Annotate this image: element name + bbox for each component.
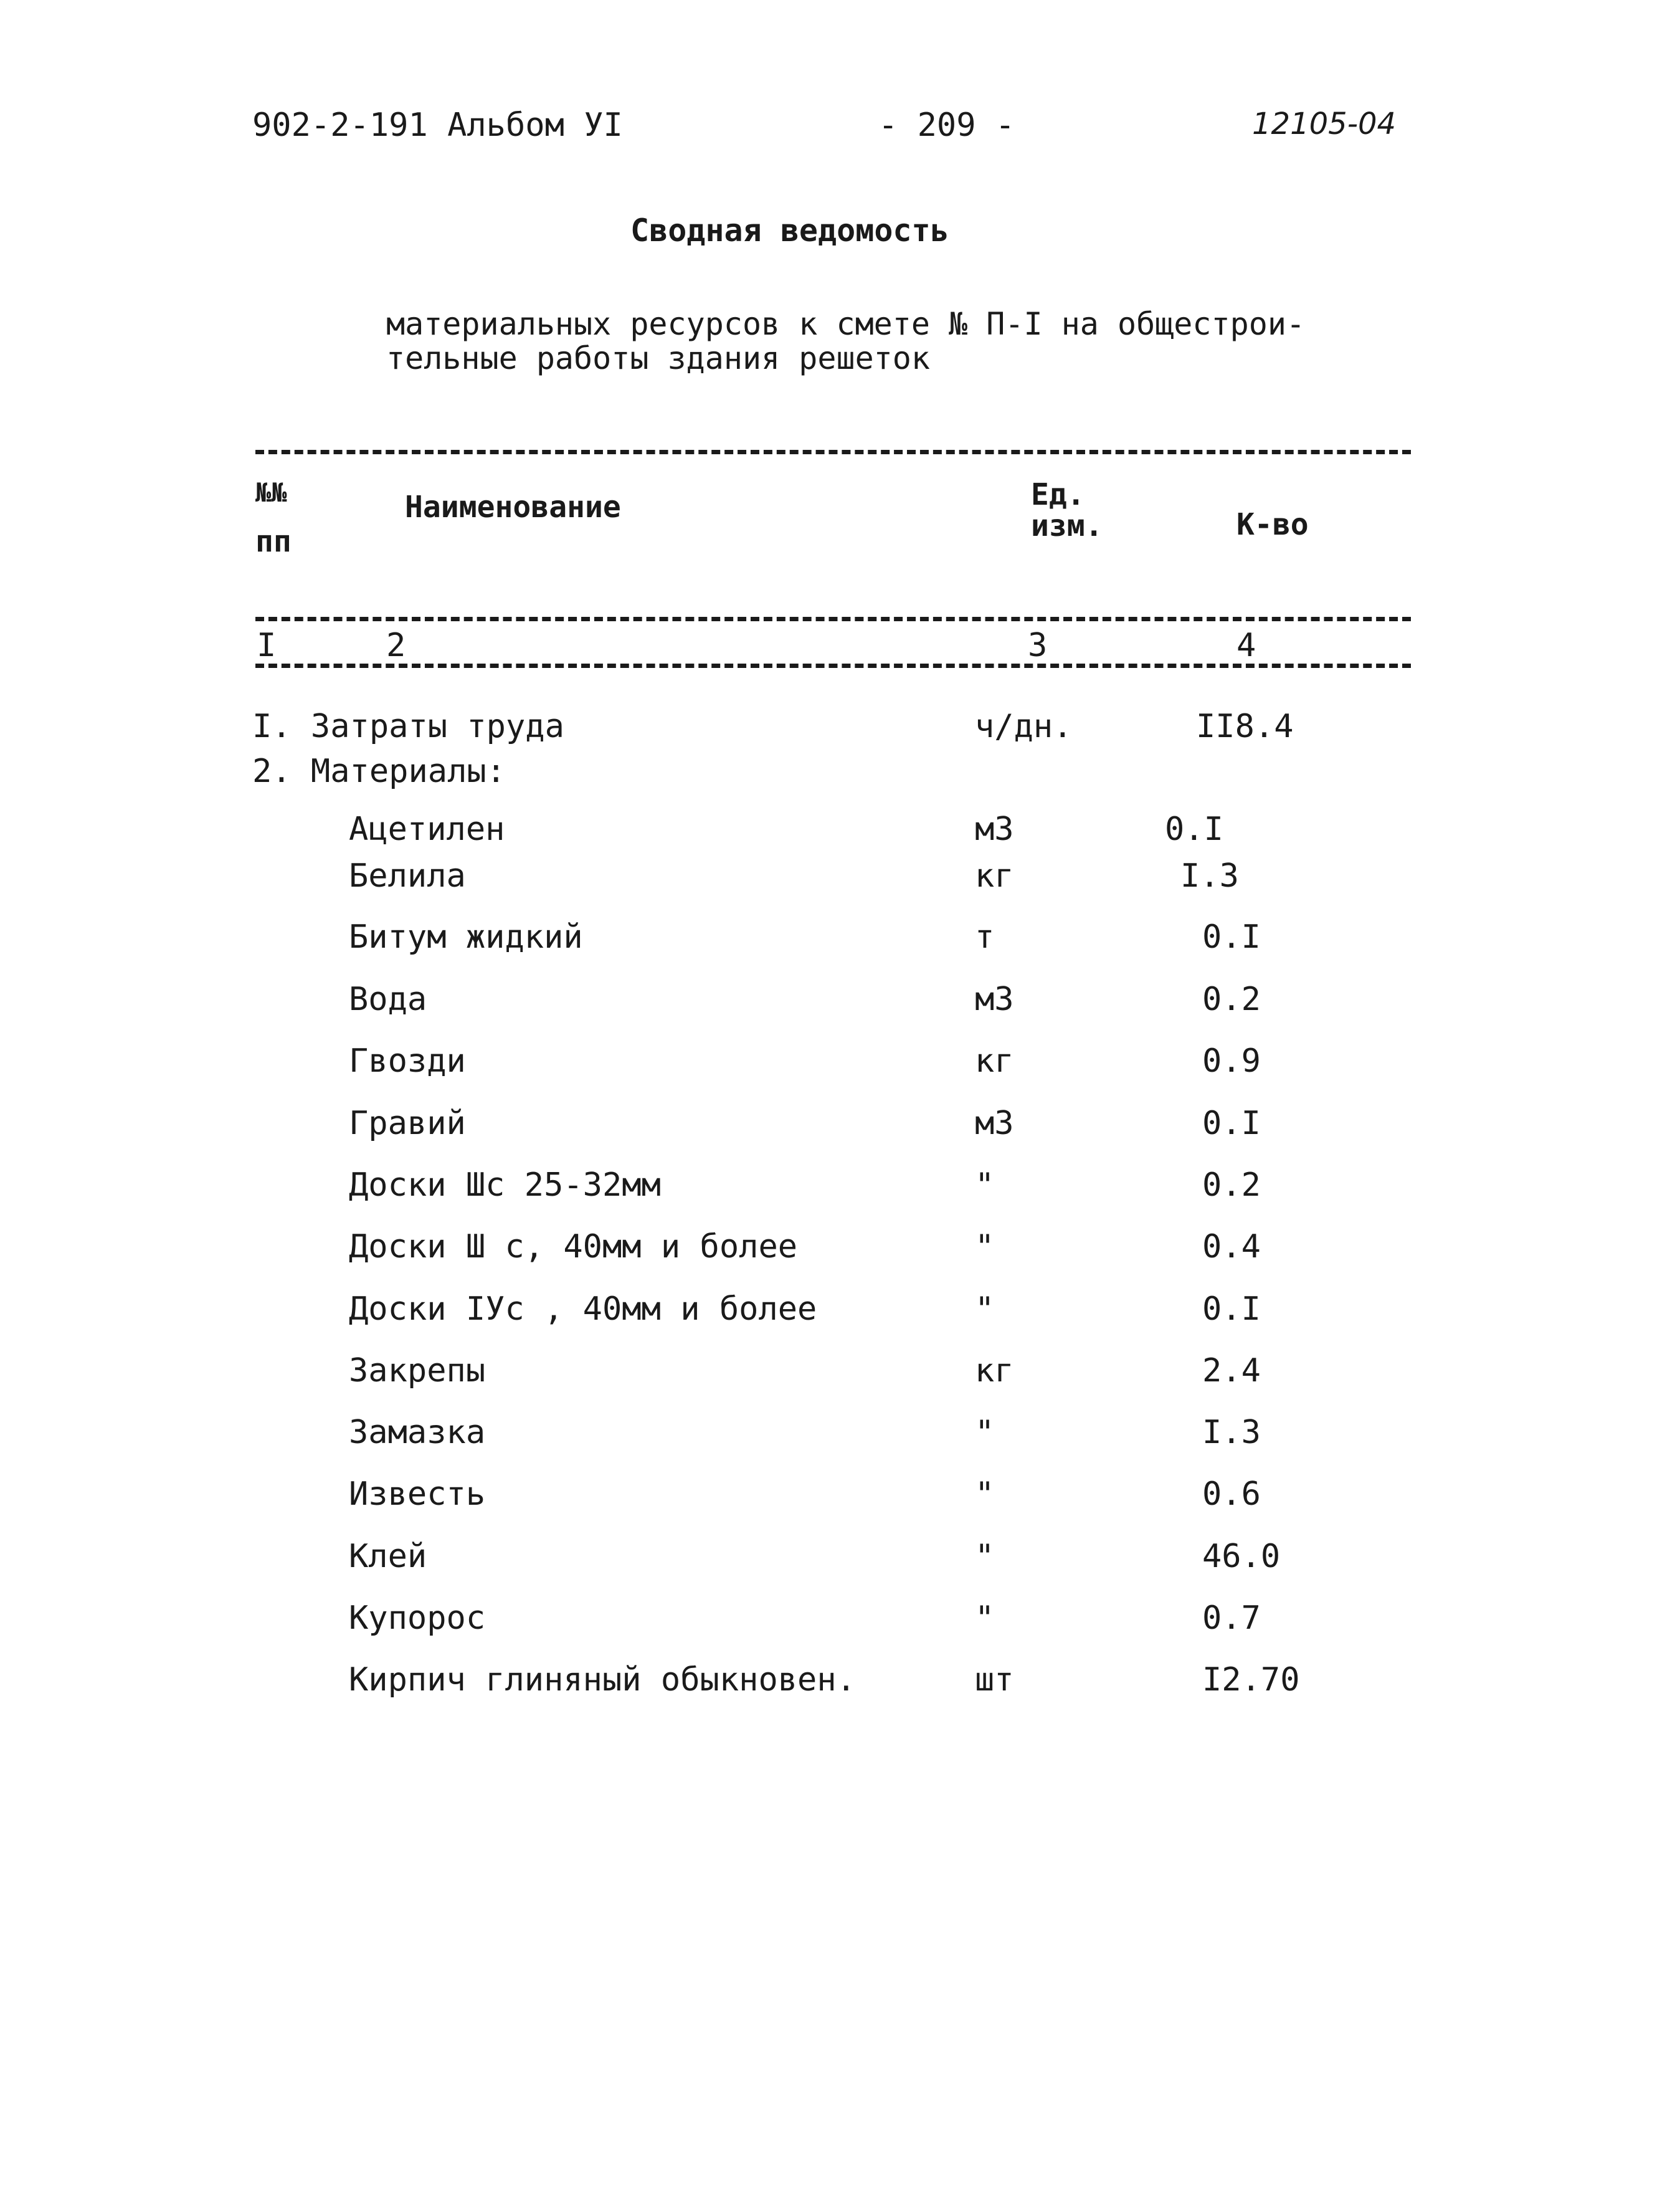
item-name: Доски IУс , 40мм и более	[349, 1290, 817, 1328]
item-qty: 0.6	[1202, 1475, 1261, 1513]
page-number: - 209 -	[878, 107, 1015, 144]
table-row	[0, 1599, 1680, 1639]
item-qty: 0.2	[1202, 981, 1261, 1018]
item-name: Купорос	[349, 1599, 486, 1637]
item-unit: кг	[975, 1042, 1014, 1080]
colnum-3: 3	[1028, 627, 1048, 664]
item-name: Закрепы	[349, 1352, 486, 1389]
table-row	[0, 918, 1680, 958]
colnum-1: I	[257, 627, 277, 664]
item-name: Замазка	[349, 1414, 486, 1451]
table-row	[0, 983, 1680, 1021]
table-row	[0, 1661, 1680, 1701]
subtitle-line-2: тельные работы здания решеток	[386, 340, 930, 376]
col-unit-header-line1: Ед.	[1031, 477, 1085, 512]
item-unit: м3	[975, 1105, 1014, 1142]
item-qty: 0.I	[1202, 918, 1261, 956]
col-qty-header: К-во	[1236, 507, 1309, 542]
item-name: Ацетилен	[349, 811, 505, 848]
item-qty: 0.9	[1202, 1042, 1261, 1080]
item-unit: "	[975, 1414, 995, 1451]
table-row	[0, 1475, 1680, 1515]
col-number-header-line2: пп	[255, 524, 292, 559]
table-row	[0, 1166, 1680, 1206]
section-qty: II8.4	[1196, 708, 1294, 745]
item-unit: "	[975, 1290, 995, 1328]
item-unit: т	[975, 918, 995, 956]
section-label: I. Затраты труда	[252, 708, 564, 745]
col-name-header: Наименование	[405, 490, 621, 525]
section-row	[0, 755, 1680, 793]
col-unit-header-line2: изм.	[1031, 508, 1103, 543]
table-row	[0, 1416, 1680, 1454]
colnum-4: 4	[1236, 627, 1256, 664]
item-qty: 46.0	[1202, 1538, 1281, 1575]
item-name: Известь	[349, 1475, 486, 1513]
table-row	[0, 1107, 1680, 1145]
colnum-bottom-rule	[255, 664, 1411, 668]
item-unit: шт	[975, 1661, 1014, 1699]
item-name: Доски Шс 25-32мм	[349, 1166, 661, 1204]
item-unit: "	[975, 1166, 995, 1204]
item-unit: "	[975, 1228, 995, 1265]
item-qty: 0.I	[1202, 1290, 1261, 1328]
section-label: 2. Материалы:	[252, 753, 506, 790]
item-qty: 0.I	[1202, 1105, 1261, 1142]
table-row	[0, 1042, 1680, 1082]
item-qty: I.3	[1180, 857, 1239, 895]
item-name: Битум жидкий	[349, 918, 583, 956]
item-name: Гвозди	[349, 1042, 466, 1080]
table-row	[0, 1540, 1680, 1578]
table-row	[0, 813, 1680, 851]
table-row	[0, 857, 1680, 897]
item-unit: "	[975, 1599, 995, 1637]
table-top-rule	[255, 450, 1411, 454]
item-qty: 0.4	[1202, 1228, 1261, 1265]
item-qty: 2.4	[1202, 1352, 1261, 1389]
item-unit: м3	[975, 981, 1014, 1018]
header-bottom-rule	[255, 617, 1411, 621]
colnum-2: 2	[386, 627, 406, 664]
item-name: Клей	[349, 1538, 427, 1575]
item-unit: "	[975, 1475, 995, 1513]
table-row	[0, 1228, 1680, 1268]
item-qty: 0.7	[1202, 1599, 1261, 1637]
table-row	[0, 1352, 1680, 1392]
item-unit: м3	[975, 811, 1014, 848]
item-unit: "	[975, 1538, 995, 1575]
item-qty: I2.70	[1202, 1661, 1300, 1699]
item-name: Вода	[349, 981, 427, 1018]
handwritten-archive-code: 12105-04	[1252, 107, 1397, 141]
item-name: Белила	[349, 857, 466, 895]
section-row	[0, 710, 1680, 748]
item-name: Гравий	[349, 1105, 466, 1142]
item-qty: 0.2	[1202, 1166, 1261, 1204]
item-unit: кг	[975, 857, 1014, 895]
subtitle-line-1: материальных ресурсов к смете № П-I на общестрои-	[386, 306, 1306, 342]
item-name: Кирпич глиняный обыкновен.	[349, 1661, 856, 1699]
item-unit: кг	[975, 1352, 1014, 1389]
page-title: Сводная ведомость	[630, 212, 949, 249]
col-number-header-line1: №№	[255, 477, 287, 508]
item-name: Доски Ш с, 40мм и более	[349, 1228, 798, 1265]
section-unit: ч/дн.	[975, 708, 1073, 745]
document-code: 902-2-191 Альбом УI	[252, 107, 623, 144]
item-qty: I.3	[1202, 1414, 1261, 1451]
item-qty: 0.I	[1165, 811, 1223, 848]
table-row	[0, 1290, 1680, 1330]
